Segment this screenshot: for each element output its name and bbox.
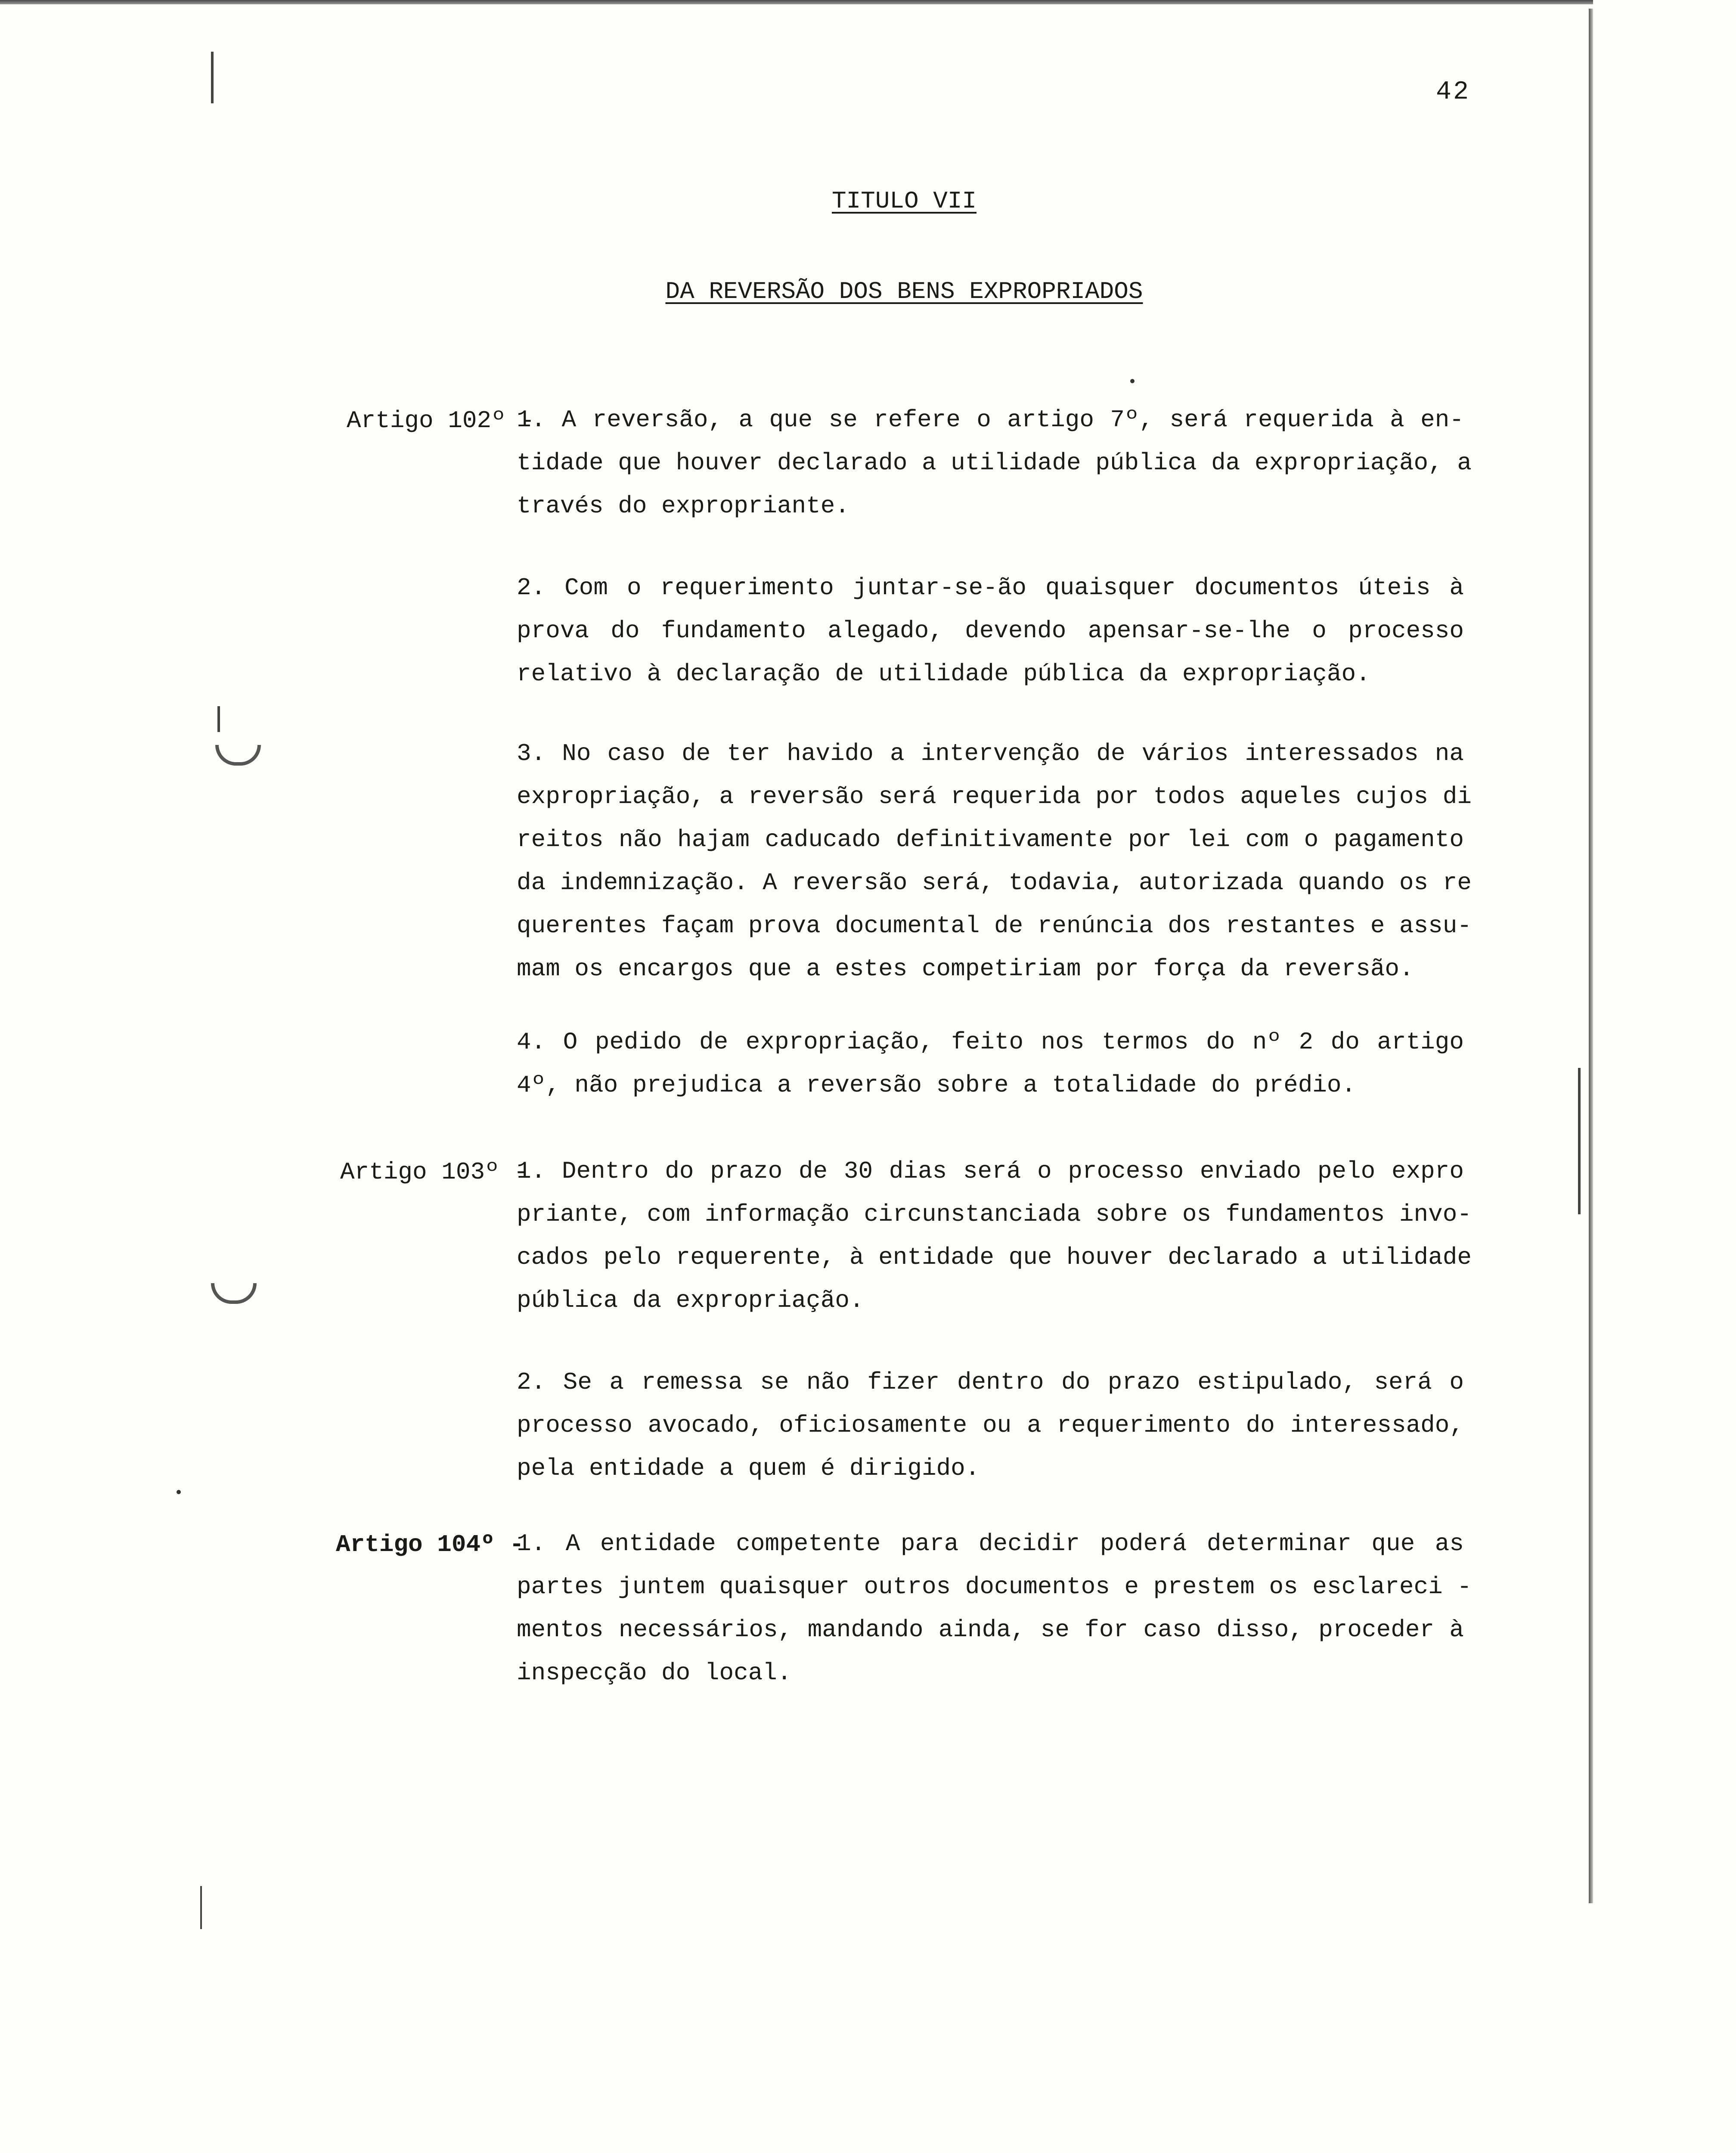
text-line: 2. Com o requerimento juntar-se-ão quaisquer documentos úteis à xyxy=(517,574,1464,602)
page-number: 42 xyxy=(1436,78,1471,107)
article-label-104: Artigo 104º - xyxy=(336,1531,524,1558)
hole-punch-mark-2 xyxy=(211,1283,257,1304)
text-line: través do expropriante. xyxy=(517,492,849,520)
article-102-paragraph-4 xyxy=(517,1021,1464,1107)
text-line: expropriação, a reversão será requerida por todos aqueles cujos di xyxy=(517,783,1472,810)
text-line: 4. O pedido de expropriação, feito nos termos do nº 2 do artigo xyxy=(517,1028,1464,1056)
article-label-103: Artigo 103º - xyxy=(340,1158,528,1186)
text-line: 1. Dentro do prazo de 30 dias será o processo enviado pelo expro xyxy=(517,1157,1464,1185)
binder-mark-top xyxy=(211,52,214,103)
text-line: querentes façam prova documental de renúncia dos restantes e assu- xyxy=(517,912,1472,940)
hole-punch-mark-1 xyxy=(215,745,261,766)
article-102-paragraph-3 xyxy=(517,732,1472,990)
scan-right-edge xyxy=(1589,9,1593,1903)
text-line: reitos não hajam caducado definitivamente por lei com o pagamento xyxy=(517,826,1464,853)
article-104-paragraph-1 xyxy=(517,1522,1472,1694)
binder-mark-bottom xyxy=(200,1886,202,1929)
scan-speck-2 xyxy=(177,1490,181,1494)
text-line: tidade que houver declarado a utilidade pública da expropriação, a xyxy=(517,449,1472,477)
page-subtitle: DA REVERSÃO DOS BENS EXPROPRIADOS xyxy=(665,278,1143,305)
text-line: 2. Se a remessa se não fizer dentro do prazo estipulado, será o xyxy=(517,1368,1464,1396)
text-line: pública da expropriação. xyxy=(517,1287,864,1314)
text-line: inspecção do local. xyxy=(517,1659,792,1687)
text-line: prova do fundamento alegado, devendo apensar-se-lhe o processo xyxy=(517,617,1464,645)
margin-tick xyxy=(217,706,220,732)
text-line: mentos necessários, mandando ainda, se for caso disso, proceder à xyxy=(517,1616,1464,1644)
article-103-paragraph-2 xyxy=(517,1361,1464,1490)
text-line: priante, com informação circunstanciada sobre os fundamentos invo- xyxy=(517,1201,1472,1228)
text-line: mam os encargos que a estes competiriam por força da reversão. xyxy=(517,955,1414,983)
page-title: TITULO VII xyxy=(831,187,977,215)
article-102-paragraph-1 xyxy=(517,398,1472,527)
scan-top-edge xyxy=(0,0,1593,4)
text-line: pela entidade a quem é dirigido. xyxy=(517,1455,980,1482)
text-line: 3. No caso de ter havido a intervenção de vários interessados na xyxy=(517,740,1464,767)
article-102-paragraph-2 xyxy=(517,566,1464,695)
scan-speck-1 xyxy=(1130,379,1135,383)
article-label-102: Artigo 102º - xyxy=(347,407,535,434)
text-line: partes juntem quaisquer outros documentos e prestem os esclareci - xyxy=(517,1573,1472,1601)
text-line: 1. A entidade competente para decidir poderá determinar que as xyxy=(517,1530,1464,1557)
text-line: da indemnização. A reversão será, todavia, autorizada quando os re xyxy=(517,869,1472,897)
text-line: 1. A reversão, a que se refere o artigo 7º, será requerida à en- xyxy=(517,406,1464,434)
scan-right-mark xyxy=(1578,1068,1581,1214)
text-line: 4º, não prejudica a reversão sobre a totalidade do prédio. xyxy=(517,1071,1356,1099)
text-line: processo avocado, oficiosamente ou a requerimento do interessado, xyxy=(517,1412,1464,1439)
text-line: relativo à declaração de utilidade pública da expropriação. xyxy=(517,660,1370,688)
text-line: cados pelo requerente, à entidade que houver declarado a utilidade xyxy=(517,1244,1472,1271)
article-103-paragraph-1 xyxy=(517,1150,1472,1322)
